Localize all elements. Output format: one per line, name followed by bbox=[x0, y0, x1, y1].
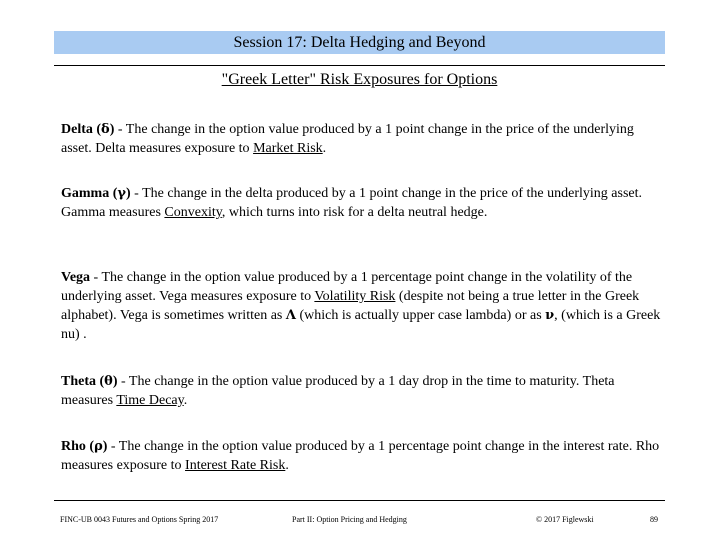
theta-close: ) bbox=[112, 374, 118, 389]
theta-end: . bbox=[183, 393, 188, 408]
gamma-close: ) bbox=[125, 186, 131, 201]
rho-symbol: ρ bbox=[94, 439, 103, 454]
delta-close: ) bbox=[109, 122, 115, 137]
delta-end: . bbox=[322, 141, 327, 156]
footer-course: FINC-UB 0043 Futures and Options Spring 2017 bbox=[60, 515, 219, 524]
gamma-text: - The change in the delta produced by a 1 point change in the price of the underlying asset. Gamma measures bbox=[61, 186, 643, 220]
rho-end: . bbox=[285, 458, 289, 473]
vega-text4: , (which is a Greek nu) . bbox=[61, 308, 661, 342]
vega-term: Vega bbox=[61, 270, 91, 285]
theta-text: - The change in the option value produced by a 1 day drop in the time to maturity. Theta measures bbox=[61, 374, 615, 408]
market-risk-link: Market Risk bbox=[253, 141, 323, 156]
slide-title: Session 17: Delta Hedging and Beyond bbox=[54, 31, 665, 54]
nu-symbol: ν bbox=[545, 308, 555, 323]
delta-text: - The change in the option value produced by a 1 point change in the price of the underlying asset. Delta measures exposure to bbox=[61, 122, 634, 156]
gamma-paragraph bbox=[61, 184, 661, 222]
vega-text3: (which is actually upper case lambda) or as bbox=[295, 308, 546, 323]
footer-copyright: © 2017 Figlewski bbox=[536, 515, 594, 524]
volatility-risk-link: Volatility Risk bbox=[314, 289, 396, 304]
gamma-end: , which turns into risk for a delta neutral hedge. bbox=[221, 205, 488, 220]
delta-symbol: δ bbox=[101, 122, 110, 137]
theta-term: Theta ( bbox=[61, 374, 105, 389]
gamma-symbol: γ bbox=[117, 186, 126, 201]
slide-subtitle bbox=[54, 65, 665, 92]
delta-term: Delta ( bbox=[61, 122, 102, 137]
rho-term: Rho ( bbox=[61, 439, 95, 454]
vega-paragraph bbox=[61, 268, 661, 344]
rho-close: ) bbox=[102, 439, 108, 454]
footer-part: Part II: Option Pricing and Hedging bbox=[292, 515, 407, 524]
rho-text: - The change in the option value produced by a 1 percentage point change in the interest rate. Rho measures exposure to bbox=[61, 439, 660, 473]
vega-text: - The change in the option value produced by a 1 percentage point change in the volatility of the underlying asset. Vega measures exposure to bbox=[61, 270, 633, 304]
footer-page-number: 89 bbox=[650, 515, 658, 524]
subtitle-text: "Greek Letter" Risk Exposures for Options bbox=[221, 71, 498, 88]
convexity-link: Convexity bbox=[164, 205, 222, 220]
vega-text2: (despite not being a true letter in the Greek alphabet). Vega is sometimes written as bbox=[61, 289, 640, 323]
theta-paragraph bbox=[61, 372, 661, 410]
gamma-term: Gamma ( bbox=[61, 186, 118, 201]
rho-paragraph bbox=[61, 437, 661, 475]
theta-symbol: θ bbox=[104, 374, 113, 389]
lambda-symbol: Λ bbox=[285, 308, 296, 323]
time-decay-link: Time Decay bbox=[116, 393, 184, 408]
delta-paragraph bbox=[61, 120, 661, 158]
interest-rate-risk-link: Interest Rate Risk bbox=[185, 458, 286, 473]
slide-footer bbox=[54, 500, 665, 527]
